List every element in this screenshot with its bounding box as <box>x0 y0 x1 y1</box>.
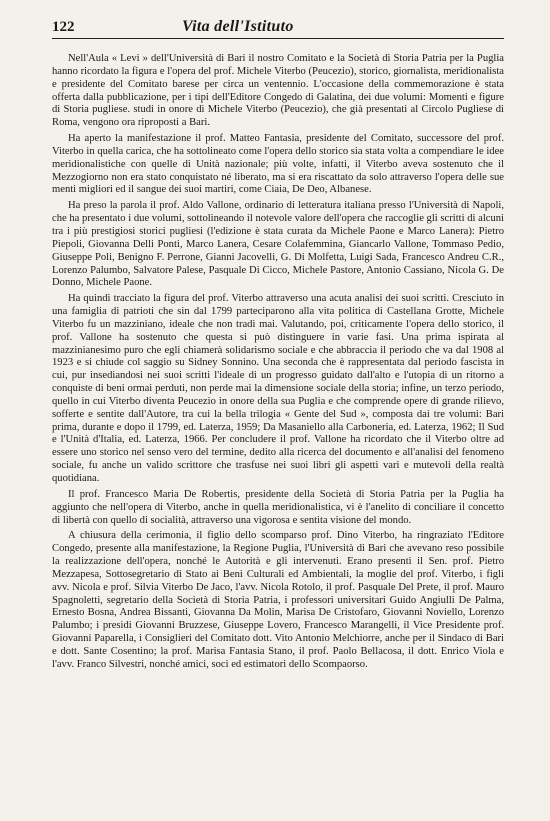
paragraph-closing: A chiusura della cerimonia, il figlio dello scomparso prof. Dino Viterbo, ha ringraziato l'Editore Congedo, presente alla manifestazione, la Regione Puglia, l'Università di Bari che avevano reso possibile la realizzazione dell'opera, nonché le Autorità e gli intervenuti. Erano presenti il Sen. prof. Pietro Mezzapesa, Sottosegretario di Stato ai Beni Culturali ed Ambientali, la moglie del prof. Viterbo, i figli avv. Nicola e prof. Silvia Viterbo De Jaco, l'avv. Nicola Rotolo, il prof. Pasquale Del Prete, il prof. Mauro Spagnoletti, segretario della Società di Storia Patria, i professori universitari Guido Angiulli De Palma, Ernesto Bosna, Andrea Bissanti, Giovanna Da Molin, Marisa De Cristofaro, Giovanni Noviello, Lorenzo Palumbo; i presidi Giovanni Bruzzese, Giuseppe Lovero, Francesco Marangelli, il Vice Presidente prof. Giovanni Paparella, i Consiglieri del Comitato dott. Vito Antonio Melchiorre, anche per il Sindaco di Bari e dott. Sante Cosentino; la prof. Marisa Fantasia Stano, il prof. Paolo Bellacosa, il dott. Enrico Viola e l'avv. Franco Silvestri, nonché amici, soci ed estimatori dello Scompaorso. <box>52 530 504 670</box>
running-title: Vita dell'Istituto <box>182 18 294 35</box>
page-header <box>52 18 504 39</box>
page-number: 122 <box>52 19 75 35</box>
paragraph-aula-levi: Nell'Aula « Levi » dell'Università di Bari il nostro Comitato e la Società di Storia Patria per la Puglia hanno ricordato la figura e l'opera del prof. Michele Viterbo (Peucezio), storico, giornalista, meridionalista e presidente del Comitato barese per circa un ventennio. L'occasione della commemorazione è stata offerta dalla pubblicazione, per i tipi dell'Editore Congedo di Galatina, dei due volumi: Momenti e figure di Storia pugliese. studi in onore di Michele Viterbo (Peucezio), che già presentati al Circolo Pugliese di Roma, vengono ora riproposti a Bari. <box>52 53 504 129</box>
paragraph-vallone-intro: Ha preso la parola il prof. Aldo Vallone, ordinario di letteratura italiana presso l'Università di Napoli, che ha presentato i due volumi, sottolineando il notevole valore dell'opera che raccoglie gli scritti di alcuni tra i più prestigiosi storici pugliesi (l'edizione è stata curata da Michele Paone e Marco Lanera): Pietro Piepoli, Giovanna Delli Ponti, Marco Lanera, Cesare Colafemmina, Giancarlo Vallone, Tommaso Pedio, Giuseppe Poli, Benigno F. Perrone, Gianni Jacovelli, G. Di Molfetta, Luigi Sada, Francesco Andreu C.R., Lorenzo Palumbo, Salvatore Palese, Pasquale Di Cicco, Michele Pastore, Antonio Cassiano, Nicola G. De Donno, Michele Paone. <box>52 200 504 289</box>
paragraph-vallone-analysis: Ha quindi tracciato la figura del prof. Viterbo attraverso una acuta analisi dei suoi scritti. Cresciuto in una famiglia di patrioti che sin dal 1799 parteciparono alla vita politica di Castellana Grotte, Michele Viterbo fu un mazziniano, ideale che non tradì mai. Valutando, poi, criticamente l'opera dello storico, il prof. Vallone ha sostenuto che questa si può distinguere in varie fasi. Una prima ispirata al mazzinianesimo puro che egli chiamerà solidarismo sociale e che abbraccia il periodo che va dal 1908 al 1923 e si chiude col saggio su Sidney Sonnino. Una seconda che è rappresentata dal periodo fascista in cui, pur insediandosi nei suoi scritti l'ideale di un progresso guidato dall'alto e l'utopia di un ritorno a conquiste di beni ormai perduti, non perde mai la dimensione sociale della storia; infine, un terzo periodo, quello in cui Viterbo diventa Peucezio in onore della sua Puglia e che comprende opere di grande rilievo, sofferte e sentite dall'Autore, tra cui la bella trilogia « Gente del Sud », composta dai tre volumi: Bari prima, durante e dopo il 1799, ed. Laterza, 1959; Da Masaniello alla Carboneria, ed. Laterza, 1962; Il Sud e l'Unità d'Italia, ed. Laterza, 1966. Per concludere il prof. Vallone ha ricordato che il Viterbo oltre ad essere uno storico nel senso vero del termine, dedito alla ricerca del documento e all'analisi del fenomeno sociale, fu anche un valido scrittore che trasfuse nei suoi libri gli aspetti vari e mutevoli della realtà quotidiana. <box>52 293 504 484</box>
paragraph-de-robertis: Il prof. Francesco Maria De Robertis, presidente della Società di Storia Patria per la Puglia ha aggiunto che nell'opera di Viterbo, anche in quella meridionalistica, vi è l'anelito di conciliare il concetto di libertà con quello di socialità, attraverso una vigorosa e sentita visione del mondo. <box>52 488 504 526</box>
paragraph-fantasia: Ha aperto la manifestazione il prof. Matteo Fantasia, presidente del Comitato, successore del prof. Viterbo in quella carica, che ha sottolineato come l'opera dello storico sia stata volta a compendiare le idee meridionalistiche con quelle di Unità nazionale; più volte, infatti, il Viterbo aveva sostenuto che il Mezzogiorno non era stato conquistato né liberato, ma si era riscattato da solo attraverso l'opera delle sue menti migliori ed il sangue dei suoi martiri, come Ciaia, De Deo, Albanese. <box>52 133 504 196</box>
article-body <box>52 53 504 672</box>
